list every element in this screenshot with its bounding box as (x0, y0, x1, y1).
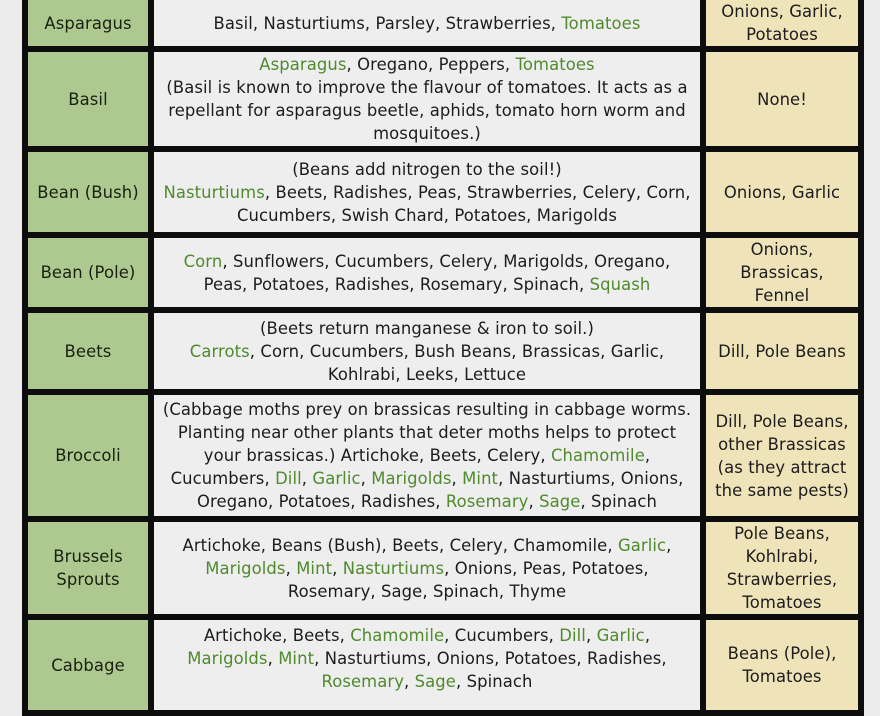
highlighted-plant: Rosemary (445, 492, 529, 511)
highlighted-plant: Squash (589, 274, 651, 294)
plain-text: , (585, 626, 597, 645)
plain-text: , Sunflowers, Cucumbers, Celery, Marigolds, Oregano, Peas, Potatoes, Radishes, Rosemary, Spinach, (203, 251, 671, 294)
plain-text: , Spinach (456, 672, 533, 691)
plant-name-cell (25, 0, 151, 49)
highlighted-plant: Garlic (617, 535, 667, 555)
plain-text: , (404, 672, 415, 691)
avoid-cell (703, 310, 861, 392)
plant-name: Asparagus (44, 13, 132, 33)
highlighted-plant: Marigolds (371, 469, 452, 488)
highlighted-plant: Marigolds (205, 558, 286, 578)
highlighted-plant: Nasturtiums (342, 558, 445, 578)
plant-name-cell (25, 310, 151, 392)
avoid-text: Pole Beans, Kohlrabi, Strawberries, Tomatoes (726, 524, 838, 612)
plant-name: Basil (68, 89, 108, 109)
avoid-cell (703, 235, 861, 310)
table-row-broccoli (25, 392, 861, 519)
table-row-asparagus (25, 0, 861, 49)
plain-text: , Cucumbers, (170, 446, 651, 488)
plain-text: , (285, 558, 297, 578)
companions-cell (151, 235, 703, 310)
table-row-beets (25, 310, 861, 392)
companions-cell (151, 310, 703, 392)
table-row-bean-pole (25, 235, 861, 310)
highlighted-plant: Rosemary (321, 672, 405, 691)
highlighted-plant: Dill (275, 469, 302, 488)
avoid-text: Onions, Brassicas, Fennel (740, 240, 824, 305)
plain-text: , (644, 626, 651, 645)
avoid-text: Beans (Pole), Tomatoes (727, 644, 837, 686)
plain-text: , Cucumbers, (444, 626, 560, 645)
highlighted-plant: Garlic (596, 626, 645, 645)
plant-name-cell (25, 235, 151, 310)
plain-text: , (301, 469, 313, 488)
table-row-cabbage (25, 617, 861, 713)
plain-text: , (267, 649, 279, 668)
companions-cell (151, 149, 703, 235)
highlighted-plant: Corn (183, 251, 223, 271)
plain-text: , (451, 469, 463, 488)
plain-text: , Onions, Peas, Potatoes, Rosemary, Sage, Spinach, Thyme (287, 558, 649, 601)
avoid-cell (703, 519, 861, 617)
avoid-text: Onions, Garlic, Potatoes (721, 2, 843, 44)
highlighted-plant: Sage (539, 492, 581, 511)
plain-text: , Beets, Radishes, Peas, Strawberries, Celery, Corn, Cucumbers, Swish Chard, Potatoes, Marigolds (236, 182, 691, 225)
plant-name: Bean (Bush) (37, 182, 139, 202)
plain-text: , Spinach (580, 492, 657, 511)
plain-text: , Corn, Cucumbers, Bush Beans, Brassicas, Garlic, Kohlrabi, Leeks, Lettuce (249, 341, 665, 384)
highlighted-plant: Carrots (189, 341, 250, 361)
highlighted-plant: Asparagus (259, 55, 347, 74)
highlighted-plant: Chamomile (550, 446, 645, 465)
plant-name-cell (25, 617, 151, 713)
companions-text (183, 536, 672, 601)
table-row-brussels-sprouts (25, 519, 861, 617)
avoid-text: Onions, Garlic (723, 182, 841, 202)
plant-name: Cabbage (51, 655, 125, 675)
highlighted-plant: Dill (559, 626, 586, 645)
companions-cell (151, 617, 703, 713)
companions-text (187, 626, 666, 691)
avoid-cell (703, 617, 861, 713)
table-row-basil (25, 49, 861, 149)
avoid-cell (703, 0, 861, 49)
plain-text: , Nasturtiums, Onions, Potatoes, Radishes, (314, 649, 667, 668)
highlighted-plant: Mint (296, 558, 333, 578)
companions-text (163, 400, 691, 511)
plain-text: (Cabbage moths prey on brassicas resulting in cabbage worms. Planting near other plants that deter moths helps to protect your brassicas.) Artichoke, Beets, Celery, (162, 400, 692, 465)
highlighted-plant: Chamomile (350, 626, 445, 645)
plain-text: , (666, 535, 672, 555)
plant-name-cell (25, 49, 151, 149)
highlighted-plant: Sage (414, 672, 456, 691)
companions-text (184, 252, 671, 294)
avoid-text: Dill, Pole Beans (718, 341, 846, 361)
plant-name-cell (25, 149, 151, 235)
plant-name-cell (25, 519, 151, 617)
highlighted-plant: Mint (462, 469, 499, 488)
companions-text (163, 160, 690, 225)
plant-name-cell (25, 392, 151, 519)
companion-planting-chart (22, 0, 858, 716)
highlighted-plant: Tomatoes (561, 13, 641, 33)
companion-planting-table (22, 0, 864, 716)
avoid-text: Dill, Pole Beans, other Brassicas (as they attract the same pests) (715, 411, 849, 500)
companions-cell (151, 519, 703, 617)
companions-text (213, 14, 640, 33)
highlighted-plant: Mint (278, 649, 315, 668)
avoid-cell (703, 149, 861, 235)
plain-text: Basil, Nasturtiums, Parsley, Strawberries, (213, 13, 562, 33)
plant-name: Broccoli (55, 446, 121, 465)
plain-text: , (528, 492, 540, 511)
highlighted-plant: Marigolds (187, 649, 268, 668)
plain-text: (Beets return manganese & iron to soil.) (260, 318, 594, 338)
plain-text: , (332, 558, 343, 578)
avoid-cell (703, 49, 861, 149)
avoid-cell (703, 392, 861, 519)
companions-cell (151, 392, 703, 519)
plant-name: Beets (64, 341, 112, 361)
companions-cell (151, 0, 703, 49)
companions-text (190, 319, 664, 384)
plant-name: Bean (Pole) (40, 263, 136, 282)
plain-text: Artichoke, Beans (Bush), Beets, Celery, Chamomile, (182, 535, 618, 555)
highlighted-plant: Garlic (312, 469, 361, 488)
plain-text: , (360, 469, 372, 488)
table-row-bean-bush (25, 149, 861, 235)
plain-text: (Beans add nitrogen to the soil!) (292, 159, 562, 179)
highlighted-plant: Nasturtiums (163, 182, 265, 202)
plain-text: Artichoke, Beets, (203, 626, 351, 645)
plain-text: , Oregano, Peppers, (346, 55, 516, 74)
companions-cell (151, 49, 703, 149)
plant-name: Brussels Sprouts (53, 547, 123, 589)
companions-text (166, 55, 687, 143)
plain-text: (Basil is known to improve the flavour of tomatoes. It acts as a repellant for asparagus beetle, aphids, tomato horn worm and mosquitoes.) (166, 78, 688, 143)
avoid-text: None! (757, 89, 807, 109)
plain-text: , Nasturtiums, Onions, Oregano, Potatoes, Radishes, (197, 469, 684, 511)
highlighted-plant: Tomatoes (515, 55, 595, 74)
